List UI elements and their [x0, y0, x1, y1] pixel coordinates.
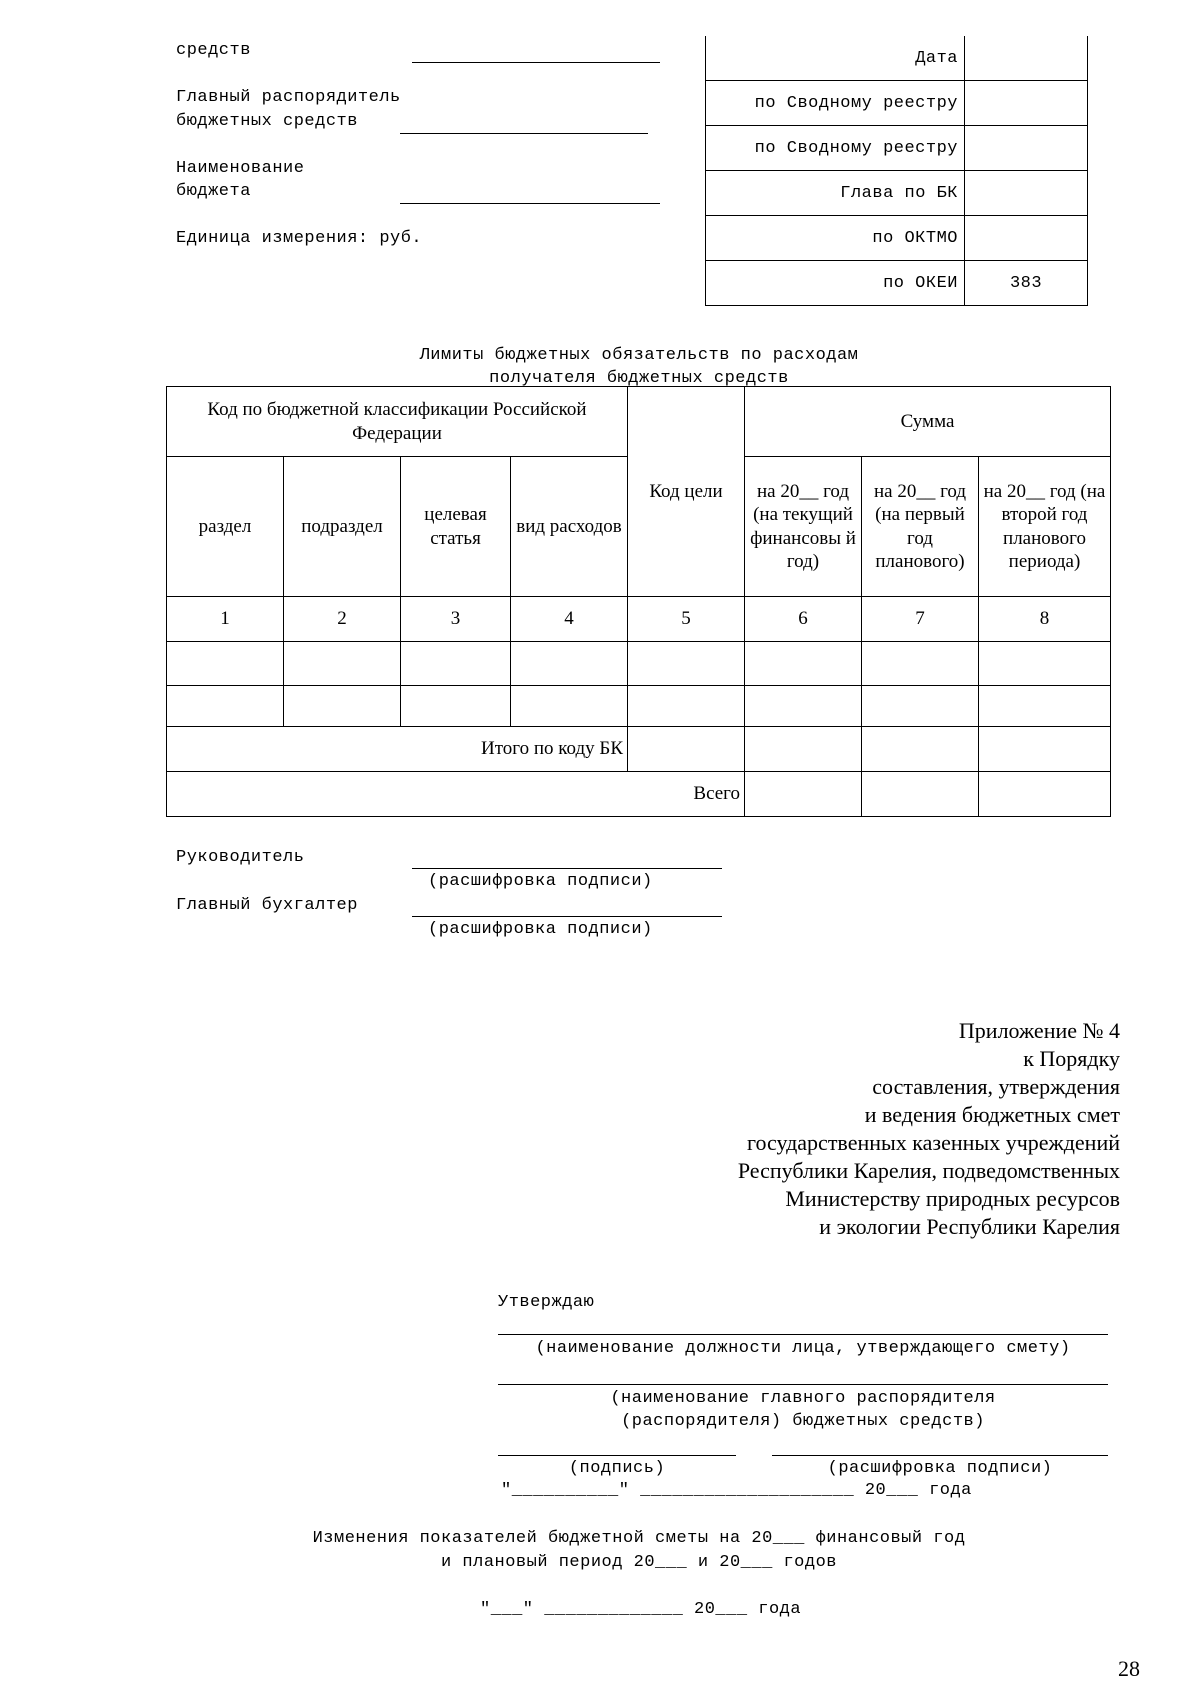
head-signature-line	[412, 868, 722, 869]
accountant-hint: (расшифровка подписи)	[428, 920, 653, 939]
appendix-line: к Порядку	[1023, 1046, 1120, 1071]
accountant-label: Главный бухгалтер	[176, 896, 358, 915]
limits-table	[166, 386, 1111, 817]
codes-row	[706, 81, 1088, 126]
codes-label: по ОКТМО	[706, 216, 965, 261]
appendix-block	[738, 1017, 1120, 1241]
approve-decode-line	[772, 1455, 1108, 1456]
table-row	[167, 642, 1111, 686]
codes-value	[965, 126, 1088, 171]
codes-label: Глава по БК	[706, 171, 965, 216]
unit-label: Единица измерения: руб.	[176, 229, 423, 248]
total-all-row	[167, 772, 1111, 817]
col-year1: на 20__ год (на текущий финансовы й год)	[745, 457, 862, 597]
col-year2: на 20__ год (на первый год планового)	[862, 457, 979, 597]
limits-title-2: получателя бюджетных средств	[489, 369, 789, 388]
funds-label: средств	[176, 41, 251, 60]
appendix-line: государственных казенных учреждений	[746, 1130, 1120, 1155]
codes-row	[706, 171, 1088, 216]
col-number: 6	[745, 597, 862, 642]
col-type: вид расходов	[511, 457, 628, 597]
head-sum: Сумма	[745, 387, 1111, 457]
head-classification: Код по бюджетной классификации Российской Федерации	[167, 387, 628, 457]
appendix-line: Министерству природных ресурсов	[785, 1186, 1120, 1211]
approve-position-hint: (наименование должности лица, утверждающего смету)	[535, 1339, 1071, 1358]
main-manager-label-2: бюджетных средств	[176, 112, 358, 131]
codes-value: 383	[965, 261, 1088, 306]
col-subsection: подраздел	[284, 457, 401, 597]
approve-manager-hint-2: (распорядителя) бюджетных средств)	[621, 1412, 985, 1431]
codes-label: по ОКЕИ	[706, 261, 965, 306]
budget-name-label-2: бюджета	[176, 182, 251, 201]
approve-decode-hint: (расшифровка подписи)	[827, 1459, 1053, 1478]
codes-label: по Сводному реестру	[706, 126, 965, 171]
approve-manager-hint-1: (наименование главного распорядителя	[610, 1389, 996, 1408]
main-manager-line	[400, 133, 648, 134]
limits-number-row	[167, 597, 1111, 642]
total-all-label: Всего	[167, 772, 745, 817]
codes-label: Дата	[706, 36, 965, 81]
limits-head-row	[167, 387, 1111, 457]
page-number: 28	[1118, 1656, 1140, 1681]
budget-name-line	[400, 203, 660, 204]
col-section: раздел	[167, 457, 284, 597]
col-number: 8	[979, 597, 1111, 642]
approve-position-line	[498, 1334, 1108, 1335]
approve-signature-hint: (подпись)	[568, 1459, 666, 1478]
codes-value	[965, 216, 1088, 261]
col-number: 3	[401, 597, 511, 642]
codes-value	[965, 81, 1088, 126]
budget-name-label-1: Наименование	[176, 159, 305, 178]
col-number: 2	[284, 597, 401, 642]
col-number: 5	[628, 597, 745, 642]
codes-label: по Сводному реестру	[706, 81, 965, 126]
appendix-line: Республики Карелия, подведомственных	[737, 1158, 1120, 1183]
approve-manager-line	[498, 1384, 1108, 1385]
codes-value	[965, 171, 1088, 216]
codes-table	[705, 36, 1088, 306]
head-goal: Код цели	[628, 387, 745, 597]
col-number: 1	[167, 597, 284, 642]
limits-title-1: Лимиты бюджетных обязательств по расходам	[419, 346, 859, 365]
table-row	[167, 686, 1111, 727]
approve-title: Утверждаю	[498, 1293, 595, 1312]
changes-date: "___" _____________ 20___ года	[480, 1600, 802, 1619]
head-label: Руководитель	[176, 848, 305, 867]
appendix-line: и ведения бюджетных смет	[864, 1102, 1120, 1127]
approve-date: "__________" ____________________ 20___ года	[501, 1481, 972, 1500]
changes-title-1: Изменения показателей бюджетной сметы на 20___ финансовый год	[312, 1529, 966, 1548]
approve-signature-line	[498, 1455, 736, 1456]
col-year3: на 20__ год (на второй год планового периода)	[979, 457, 1111, 597]
codes-row	[706, 126, 1088, 171]
total-bk-row	[167, 727, 1111, 772]
head-hint: (расшифровка подписи)	[428, 872, 653, 891]
col-number: 4	[511, 597, 628, 642]
appendix-line: и экологии Республики Карелия	[819, 1214, 1120, 1239]
codes-row	[706, 261, 1088, 306]
col-number: 7	[862, 597, 979, 642]
total-bk-label: Итого по коду БК	[167, 727, 628, 772]
codes-row	[706, 36, 1088, 81]
appendix-line: Приложение № 4	[958, 1018, 1120, 1043]
funds-line	[412, 62, 660, 63]
main-manager-label-1: Главный распорядитель	[176, 88, 401, 107]
codes-value	[965, 36, 1088, 81]
appendix-line: составления, утверждения	[872, 1074, 1120, 1099]
col-target: целевая статья	[401, 457, 511, 597]
changes-title-2: и плановый период 20___ и 20___ годов	[441, 1553, 837, 1572]
codes-row	[706, 216, 1088, 261]
accountant-signature-line	[412, 916, 722, 917]
